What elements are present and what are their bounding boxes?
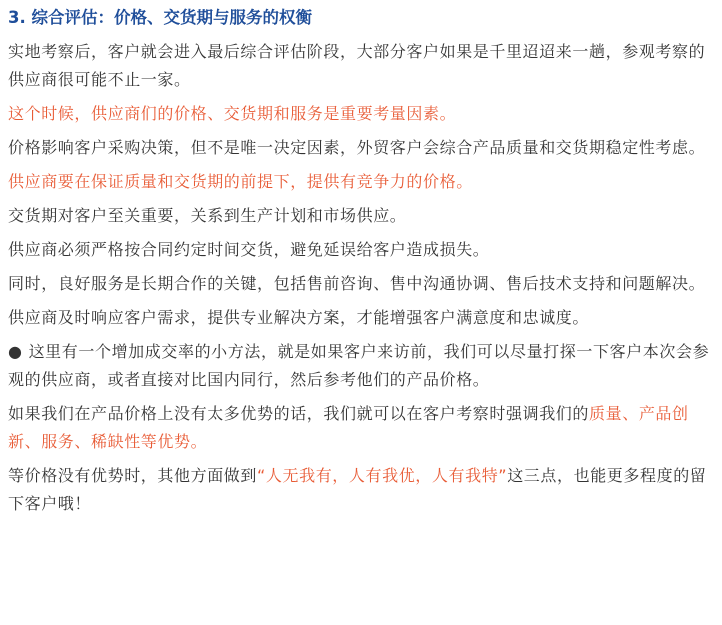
paragraph-key-factors: 这个时候，供应商们的价格、交货期和服务是重要考量因素。 xyxy=(8,104,457,123)
paragraph-site-visit: 实地考察后，客户就会进入最后综合评估阶段，大部分客户如果是千里迢迢来一趟，参观考察的供应商很可能不止一家。 xyxy=(8,42,706,89)
advantages-highlight: 质量、产品创新、服务、稀缺性等优势。 xyxy=(8,404,689,451)
advantages-lead: 如果我们在产品价格上没有太多优势的话，我们就可以在客户考察时强调我们的 xyxy=(8,404,590,423)
paragraph-closing xyxy=(8,462,718,518)
closing-lead: 等价格没有优势时，其他方面做到 xyxy=(8,466,258,485)
paragraph-price-impact: 价格影响客户采购决策，但不是唯一决定因素，外贸客户会综合产品质量和交货期稳定性考虑。 xyxy=(8,138,706,157)
closing-tail: 这三点，也能更多程度的留下客户哦！ xyxy=(8,466,707,513)
paragraph-advantages xyxy=(8,400,718,456)
closing-highlight: “人无我有，人有我优，人有我特” xyxy=(257,466,508,485)
section-heading: 3. 综合评估：价格、交货期与服务的权衡 xyxy=(8,8,312,27)
paragraph-competitive-price: 供应商要在保证质量和交货期的前提下，提供有竞争力的价格。 xyxy=(8,172,473,191)
paragraph-tip xyxy=(8,338,718,394)
paragraph-service: 同时，良好服务是长期合作的关键，包括售前咨询、售中沟通协调、售后技术支持和问题解决。 xyxy=(8,274,706,293)
paragraph-delivery-importance: 交货期对客户至关重要，关系到生产计划和市场供应。 xyxy=(8,206,407,225)
paragraph-response: 供应商及时响应客户需求，提供专业解决方案，才能增强客户满意度和忠诚度。 xyxy=(8,308,590,327)
bullet-icon: ● xyxy=(8,342,23,361)
tip-text: 这里有一个增加成交率的小方法，就是如果客户来访前，我们可以尽量打探一下客户本次会参观的供应商，或者直接对比国内同行，然后参考他们的产品价格。 xyxy=(8,342,710,389)
paragraph-delivery-contract: 供应商必须严格按合同约定时间交货，避免延误给客户造成损失。 xyxy=(8,240,490,259)
